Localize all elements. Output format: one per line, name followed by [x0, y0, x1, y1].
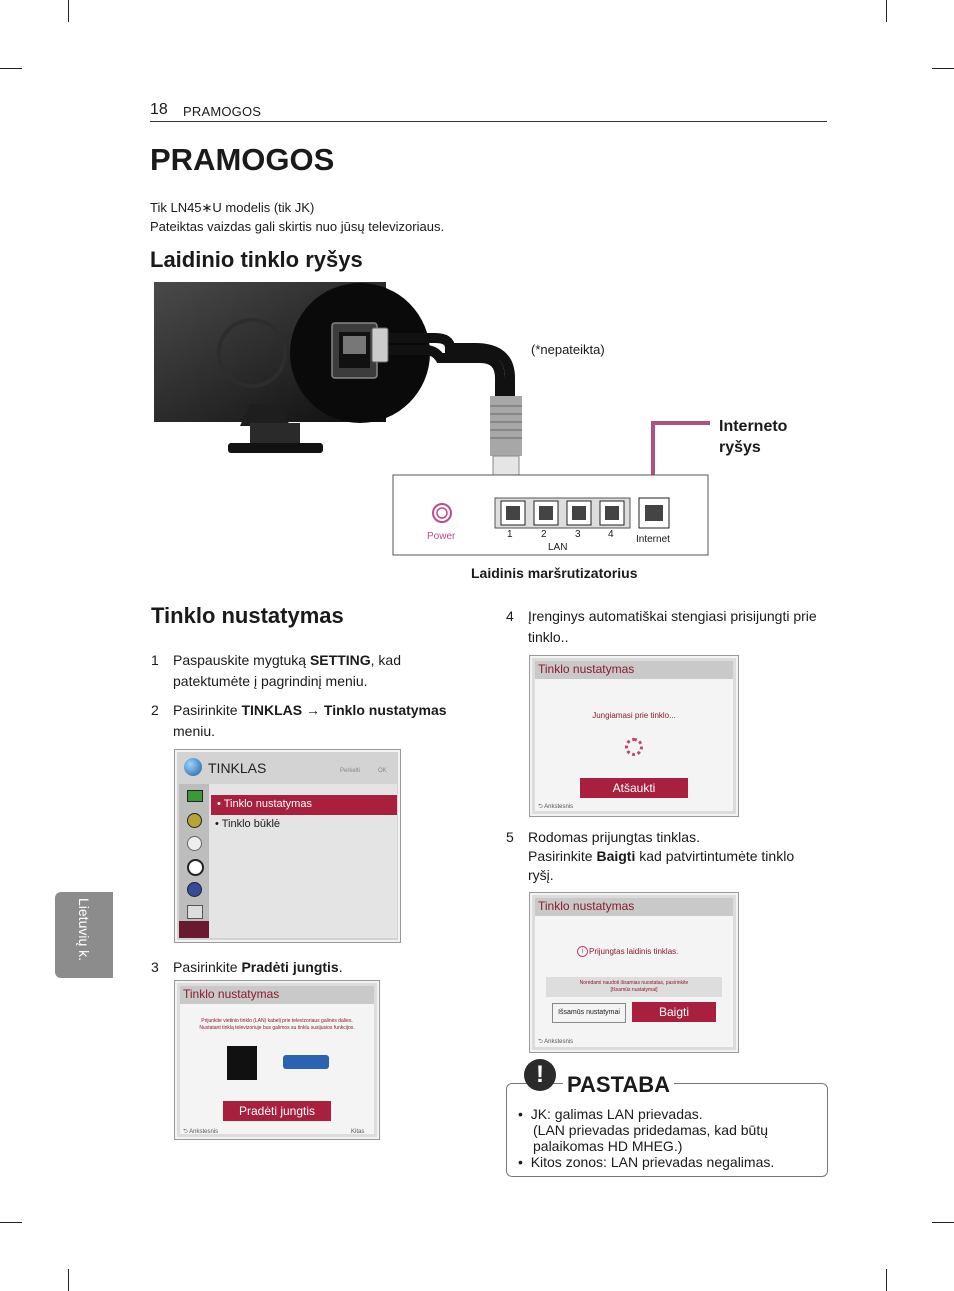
step-3-post: . — [338, 959, 343, 975]
next-hint[interactable] — [351, 1129, 364, 1135]
connecting-screen — [529, 655, 739, 817]
note-item-continuation: (LAN prievadas pridedamas, kad būtų — [533, 1122, 769, 1138]
step-text — [528, 606, 817, 648]
note-item: • Kitos zonos: LAN prievadas negalimas. — [518, 1154, 775, 1170]
nav-move-hint: Perkelti — [340, 768, 361, 774]
back-label: Ankstesnis — [544, 1039, 574, 1045]
start-connection-button[interactable]: Pradėti jungtis — [223, 1101, 331, 1121]
setup-start-screen — [174, 980, 380, 1140]
not-included-label: (*nepateikta) — [531, 342, 605, 357]
connected-screen — [529, 892, 739, 1053]
step-2-line-2: meniu. — [173, 723, 216, 739]
step-text — [173, 650, 401, 692]
step-text — [173, 700, 447, 742]
picture-icon[interactable] — [187, 790, 203, 802]
audio-icon[interactable] — [187, 813, 202, 828]
menu-item-network-setup[interactable]: • Tinklo nustatymas — [211, 795, 397, 815]
setting-key: SETTING — [309, 652, 371, 668]
step-4 — [506, 606, 826, 650]
page-title: PRAMOGOS — [150, 142, 335, 177]
page-number: 18 — [150, 101, 168, 118]
step-number: 1 — [151, 652, 159, 668]
instruction-line-1: Prijunkite vietinio tinklo (LAN) kabelį prie televizoriaus galinės dalies. — [201, 1018, 353, 1024]
crop-mark — [886, 1269, 887, 1291]
step-4-line-1: Įrenginys automatiškai stengiasi prisijungti prie — [528, 608, 817, 624]
intro-text — [150, 198, 444, 236]
nav-ok-hint: OK — [378, 768, 387, 774]
menu-item-label: Tinklo būklė — [221, 818, 281, 830]
note-item-text: Kitos zonos: LAN prievadas negalimas. — [530, 1154, 775, 1170]
info-icon: i — [577, 946, 588, 957]
menu-title: TINKLAS — [208, 760, 267, 776]
crop-mark — [0, 1222, 22, 1223]
details-info-line-2: [Išsamūs nustatymai] — [610, 987, 658, 993]
note-heading: PASTABA — [563, 1072, 674, 1098]
step-2-pre: Pasirinkite — [173, 702, 242, 718]
loading-spinner-icon — [625, 738, 643, 756]
menu-sidebar — [179, 784, 209, 938]
step-text — [528, 828, 794, 885]
lan-port-3: 3 — [575, 529, 581, 540]
step-1-line-2: patektumėte į pagrindinį meniu. — [173, 673, 368, 689]
lan-port-2: 2 — [541, 529, 547, 540]
instruction-line-2: Nustatant tinklą televizoriuje bus galimos su tinklu susijusios funkcijos. — [199, 1025, 355, 1031]
crop-mark — [932, 68, 954, 69]
step-number: 2 — [151, 702, 159, 718]
lan-cable-icon — [283, 1055, 329, 1069]
options-icon[interactable] — [187, 905, 203, 919]
crop-mark — [932, 1222, 954, 1223]
note-item-continuation: palaikomas HD MHEG.) — [533, 1138, 683, 1154]
details-info-line-1: Norėdami naudoti išsamias nuostatas, pasirinkite — [579, 980, 689, 986]
step-1 — [151, 650, 451, 694]
step-number: 3 — [151, 959, 159, 975]
screen-title: Tinklo nustatymas — [180, 986, 374, 1004]
router-caption: Laidinis maršrutizatorius — [471, 565, 638, 581]
network-menu-screen — [174, 749, 401, 943]
step-3 — [151, 957, 451, 979]
menu-path: TINKLAS → Tinklo nustatymas — [241, 702, 447, 718]
lan-port-1: 1 — [507, 529, 513, 540]
language-label: Lietuvių k. — [76, 898, 92, 962]
header-rule — [150, 121, 827, 122]
lan-label: LAN — [548, 542, 568, 553]
back-hint[interactable]: ⮌ Ankstesnis — [538, 1039, 574, 1045]
back-label: Ankstesnis — [189, 1129, 219, 1135]
setup-heading: Tinklo nustatymas — [151, 603, 344, 628]
connecting-message: Jungiamasi prie tinklo... — [592, 711, 676, 720]
details-info-box — [546, 977, 722, 997]
screen-title: Tinklo nustatymas — [535, 898, 733, 916]
connected-message: Prijungtas laidinis tinklas. — [589, 947, 679, 956]
step-5 — [506, 828, 826, 890]
back-hint[interactable]: ⮌ Ankstesnis — [183, 1129, 219, 1135]
intro-line-1: Tik LN45∗U modelis (tik JK) — [150, 200, 315, 215]
step-5-line-1: Rodomas prijungtas tinklas. — [528, 829, 700, 845]
start-connection-label: Pradėti jungtis — [241, 959, 339, 975]
step-3-pre: Pasirinkite — [173, 959, 242, 975]
internet-label-line-2: ryšys — [719, 439, 761, 456]
crop-mark — [68, 1269, 69, 1291]
screen-title: Tinklo nustatymas — [535, 661, 733, 679]
menu-item-label: Tinklo nustatymas — [223, 798, 312, 810]
language-side-tab — [55, 892, 113, 978]
step-5-pre: Pasirinkite — [528, 848, 597, 864]
step-4-line-2: tinklo.. — [528, 629, 569, 645]
step-number: 5 — [506, 829, 514, 845]
network-menu-icon[interactable] — [179, 921, 209, 938]
step-5-line-3: ryšį. — [528, 867, 554, 883]
back-label: Ankstesnis — [544, 804, 574, 810]
back-hint[interactable]: ⮌ Ankstesnis — [538, 804, 574, 810]
crop-mark — [68, 0, 69, 22]
intro-line-2: Pateiktas vaizdas gali skirtis nuo jūsų televizoriaus. — [150, 219, 445, 234]
globe-icon — [184, 758, 202, 776]
internet-port-label: Internet — [636, 534, 670, 545]
internet-connection-label — [719, 416, 787, 458]
step-1-pre: Paspauskite mygtuką — [173, 652, 310, 668]
advanced-settings-button[interactable]: Išsamūs nustatymai — [552, 1003, 626, 1023]
finish-label: Baigti — [596, 848, 636, 864]
channel-icon[interactable] — [187, 836, 202, 851]
cancel-button[interactable]: Atšaukti — [580, 778, 688, 798]
warning-icon: ! — [524, 1059, 556, 1091]
step-5-post: kad patvirtintumėte tinklo — [635, 848, 795, 864]
clock-icon[interactable] — [187, 859, 204, 876]
wired-heading: Laidinio tinklo ryšys — [150, 247, 363, 272]
lock-icon[interactable] — [187, 882, 202, 897]
running-header: PRAMOGOS — [183, 104, 262, 119]
step-2 — [151, 700, 461, 744]
note-list — [518, 1106, 774, 1170]
tv-icon — [227, 1046, 257, 1080]
crop-mark — [0, 68, 22, 69]
note-item-text: JK: galimas LAN prievadas. — [530, 1106, 703, 1122]
menu-item-network-status[interactable]: • Tinklo būklė — [215, 818, 281, 830]
note-item: • JK: galimas LAN prievadas. — [518, 1106, 703, 1122]
lan-port-4: 4 — [608, 529, 614, 540]
finish-button[interactable]: Baigti — [632, 1002, 716, 1022]
step-1-post: , kad — [370, 652, 401, 668]
router-power-label: Power — [427, 531, 456, 542]
step-text — [173, 957, 343, 978]
step-number: 4 — [506, 608, 514, 624]
crop-mark — [886, 0, 887, 22]
next-label: Kitas — [351, 1129, 365, 1135]
internet-label-line-1: Interneto — [719, 418, 788, 435]
